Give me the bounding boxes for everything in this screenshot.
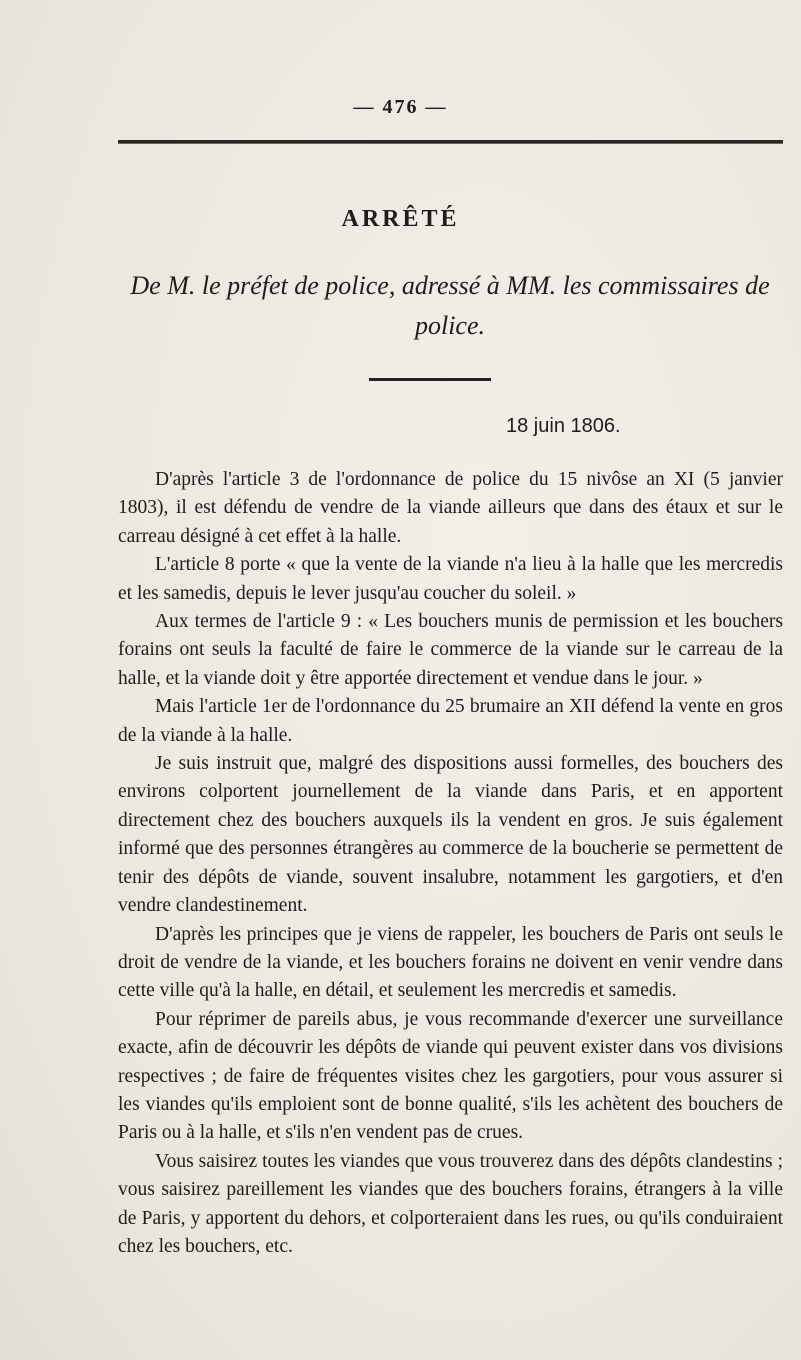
decree-subtitle: De M. le préfet de police, adressé à MM. les commissaires de police. (130, 271, 770, 340)
decree-date: 18 juin 1806. (506, 415, 621, 437)
paragraph: Vous saisirez toutes les viandes que vous trouverez dans des dépôts clandestins ; vous saisirez pareillement les viandes que des bouchers forains, étrangers à la ville de Paris, y apportent du dehors, et colporteraient dans les rues, ou qu'ils conduiraient chez les bouchers, etc. (118, 1150, 783, 1257)
paragraph: Je suis instruit que, malgré des dispositions aussi formelles, des bouchers des environs colportent journellement de la viande dans Paris, et en apportent directement chez des bouchers auxquels ils la vendent en gros. Je suis également informé que des personnes étrangères au commerce de la boucherie se permettent de tenir des dépôts de viande, souvent insalubre, notamment les gargotiers, et d'en vendre clandestinement. (118, 753, 783, 917)
decree-body (118, 466, 783, 1261)
decree-title: ARRÊTÉ (341, 206, 460, 232)
section-divider (369, 378, 491, 381)
paragraph: Mais l'article 1er de l'ordonnance du 25 brumaire an XII défend la vente en gros de la viande à la halle. (118, 696, 783, 746)
paragraph: Aux termes de l'article 9 : « Les bouchers munis de permission et les bouchers forains ont seuls la faculté de faire le commerce de la viande sur le carreau de la halle, et la viande doit y être apportée directement et vendue dans le jour. » (118, 611, 783, 689)
paragraph: D'après l'article 3 de l'ordonnance de police du 15 nivôse an XI (5 janvier 1803), il est défendu de vendre de la viande ailleurs que dans des étaux et sur le carreau désigné à cet effet à la halle. (118, 469, 783, 547)
header-rule (118, 140, 783, 144)
paragraph: D'après les principes que je viens de rappeler, les bouchers de Paris ont seuls le droit de vendre de la viande, et les bouchers forains ne doivent en venir vendre dans cette ville qu'à la halle, en détail, et seulement les mercredis et samedis. (118, 923, 783, 1002)
paragraph: L'article 8 porte « que la vente de la viande n'a lieu à la halle que les mercredis et les samedis, depuis le lever jusqu'au coucher du soleil. » (118, 554, 783, 604)
paragraph: Pour réprimer de pareils abus, je vous recommande d'exercer une surveillance exacte, afin de découvrir les dépôts de viande qui peuvent exister dans vos divisions respectives ; de faire de fréquentes visites chez les gargotiers, pour vous assurer si les viandes qu'ils emploient sont de bonne qualité, s'ils les achètent des bouchers de Paris ou à la halle, et s'ils n'en vendent pas de crues. (118, 1008, 783, 1144)
page-number: — 476 — (353, 96, 448, 118)
